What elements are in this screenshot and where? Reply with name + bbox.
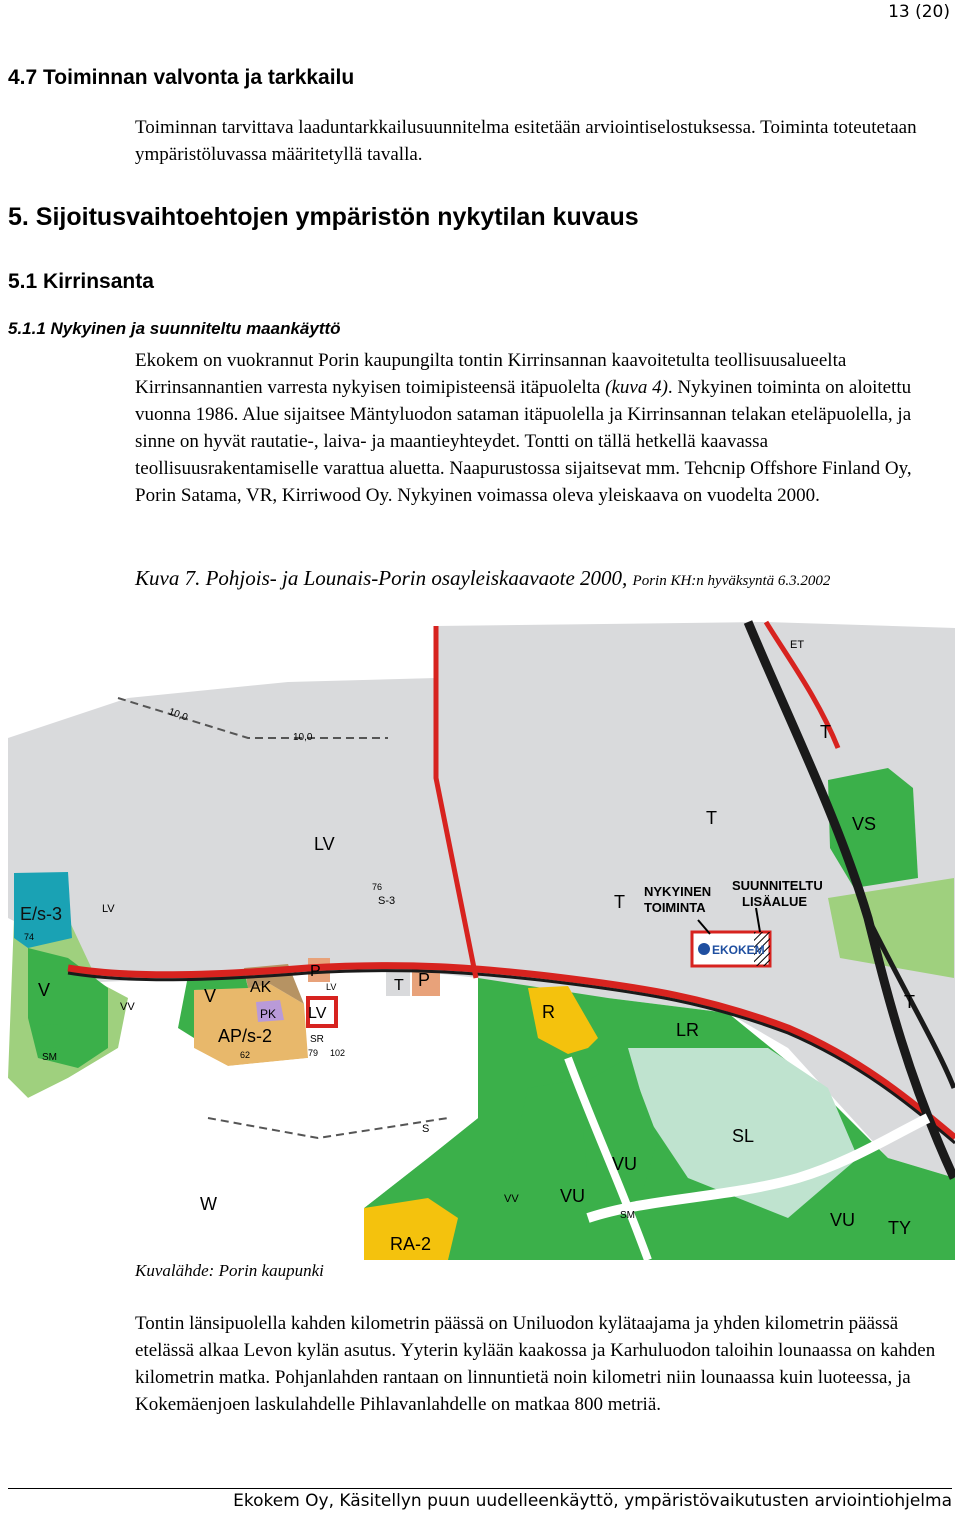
- label-t-1: T: [820, 722, 831, 742]
- label-lr: LR: [676, 1020, 700, 1040]
- figure-source: Kuvalähde: Porin kaupunki: [135, 1261, 324, 1280]
- zone-sm-west: [34, 1024, 70, 1048]
- label-ra2: RA-2: [390, 1234, 432, 1254]
- label-vv-2: VV: [504, 1193, 519, 1205]
- label-p-2: P: [418, 970, 431, 990]
- figure-reference: (kuva 4): [605, 377, 668, 398]
- label-lv-small: LV: [102, 903, 115, 915]
- label-vu-1: VU: [612, 1154, 638, 1174]
- label-t-4: T: [904, 992, 915, 1012]
- label-t-5: T: [394, 977, 404, 994]
- paragraph-after-figure: Tontin länsipuolella kahden kilometrin päässä on Uniluodon kylätaajama ja yhden kilometrin päässä etelässä alkaa Levon kylän asutus. Yyterin kylään kaakossa ja Karhuluodon taloihin lounaassa on kahden kilometrin matka. Pohjanlahden rantaan on linnuntietä noin kilometri niin lounaassa kuin luoteessa, ja Kokemäenjoen laskulahdelle Pihlavanlahdelle on matkaa 800 metriä.: [135, 1313, 936, 1415]
- page-number: 13 (20): [888, 2, 950, 22]
- label-74: 74: [24, 932, 35, 942]
- label-sm-2: SM: [620, 1210, 635, 1221]
- label-p-1: P: [310, 963, 321, 980]
- heading-5: 5. Sijoitusvaihtoehtojen ympäristön nykytilan kuvaus: [8, 203, 639, 231]
- label-t-3: T: [614, 892, 625, 912]
- label-ak: AK: [250, 979, 272, 996]
- label-aps2: AP/s-2: [218, 1026, 273, 1046]
- paragraph-5-1-1-start: Ekokem on vuokrannut Porin kaupungilta tontin Kirrinsannan kaavoitetulta teollisuusalueelta Kirrinsannantien varresta nykyisen toimipisteensä itäpuolelta: [135, 350, 847, 398]
- label-vv-1: VV: [120, 1001, 135, 1013]
- label-s3: S-3: [378, 895, 396, 907]
- heading-4-7: 4.7 Toiminnan valvonta ja tarkkailu: [8, 66, 355, 89]
- label-lv: LV: [314, 834, 335, 854]
- zoning-map-svg: [8, 618, 955, 1260]
- label-vu-2: VU: [560, 1186, 586, 1206]
- zoning-map: [8, 618, 955, 1260]
- label-suunniteltu: SUUNNITELTU: [732, 878, 823, 893]
- paragraph-5-1-1: [135, 347, 955, 509]
- figure-caption-approval: Porin KH:n hyväksyntä 6.3.2002: [632, 573, 831, 589]
- heading-5-1: 5.1 Kirrinsanta: [8, 270, 154, 293]
- label-76: 76: [372, 882, 383, 892]
- paragraph-4-7: Toiminnan tarvittava laaduntarkkailusuunnitelma esitetään arviointiselostuksessa. Toiminta toteutetaan ympäristöluvassa määritetyllä tavalla.: [135, 117, 917, 165]
- label-vu-3: VU: [830, 1210, 856, 1230]
- label-nykyinen: NYKYINEN: [644, 884, 712, 899]
- ekokem-logo-icon: [698, 943, 710, 955]
- label-r: R: [542, 1002, 555, 1022]
- label-contour-2: 10,0: [293, 732, 313, 743]
- zone-lv-grey: [8, 678, 478, 982]
- label-toiminta: TOIMINTA: [644, 900, 706, 915]
- label-v-2: V: [204, 986, 217, 1006]
- label-w: W: [200, 1194, 217, 1214]
- figure-caption-main: Kuva 7. Pohjois- ja Lounais-Porin osayleiskaavaote 2000,: [135, 566, 628, 590]
- footer-rule: [8, 1488, 952, 1489]
- label-102: 102: [330, 1048, 346, 1058]
- label-sl: SL: [732, 1126, 755, 1146]
- label-lisaalue: LISÄALUE: [742, 894, 807, 909]
- label-s: S: [422, 1123, 430, 1135]
- label-62: 62: [240, 1050, 251, 1060]
- label-lv-center: LV: [308, 1005, 327, 1022]
- label-v-1: V: [38, 980, 51, 1000]
- heading-5-1-1: 5.1.1 Nykyinen ja suunniteltu maankäyttö: [8, 319, 341, 338]
- label-contour-1: 10,0: [166, 706, 190, 724]
- label-ty: TY: [888, 1218, 912, 1238]
- label-es3: E/s-3: [20, 904, 63, 924]
- label-sr: SR: [310, 1034, 324, 1045]
- label-pk: PK: [260, 1007, 277, 1021]
- label-79: 79: [308, 1048, 319, 1058]
- footer: Ekokem Oy, Käsitellyn puun uudelleenkäyttö, ympäristövaikutusten arviointiohjelma: [233, 1491, 952, 1511]
- figure-caption: [135, 566, 830, 591]
- label-vs: VS: [852, 814, 877, 834]
- label-sm-1: SM: [42, 1052, 57, 1063]
- label-et: ET: [790, 639, 805, 651]
- ekokem-label: EKOKEM: [712, 943, 765, 957]
- label-lv-tiny: LV: [326, 982, 337, 992]
- label-t-2: T: [706, 808, 717, 828]
- paragraph-5-1-1-end: . Nykyinen toiminta on aloitettu vuonna 1986. Alue sijaitsee Mäntyluodon sataman itäpuolella ja Kirrinsannan telakan eteläpuolella, ja sinne on hyvät rautatie-, laiva- ja maantieyhteydet. Tontti on tällä hetkellä kaavassa teollisuusrakentamiselle varattua aluetta. Naapurustossa sijaitsevat mm. Tehcnip Offshore Finland Oy, Porin Satama, VR, Kirriwood Oy. Nykyinen voimassa oleva yleiskaava on vuodelta 2000.: [135, 377, 912, 506]
